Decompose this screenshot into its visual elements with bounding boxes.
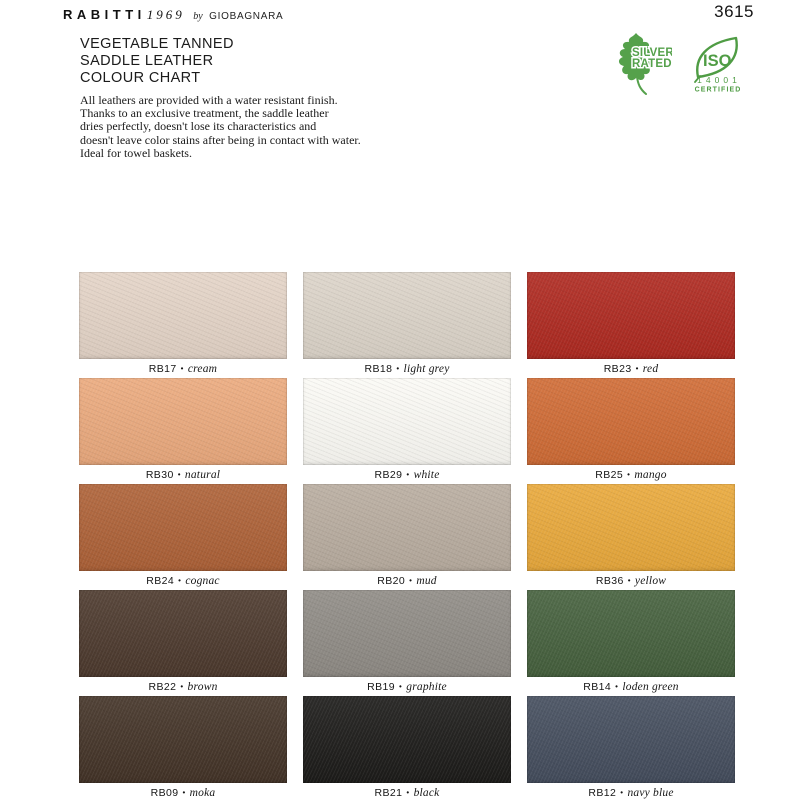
bullet-separator: • bbox=[620, 787, 624, 797]
bullet-separator: • bbox=[627, 575, 631, 585]
swatch-label bbox=[303, 783, 511, 800]
leather-swatch bbox=[79, 378, 287, 465]
leather-swatch bbox=[527, 272, 735, 359]
page-title bbox=[80, 36, 234, 87]
swatch-label bbox=[79, 465, 287, 484]
leather-swatch bbox=[527, 378, 735, 465]
intro-line: doesn't leave color stains after being in contact with water. bbox=[80, 132, 361, 147]
intro-line: Thanks to an exclusive treatment, the saddle leather bbox=[80, 106, 329, 121]
bullet-separator: • bbox=[406, 787, 410, 797]
bullet-separator: • bbox=[396, 363, 400, 373]
swatch-code: RB25 bbox=[595, 468, 624, 481]
swatch-name: navy blue bbox=[627, 786, 674, 799]
swatch-name: graphite bbox=[406, 680, 447, 693]
swatch-cell bbox=[303, 696, 511, 800]
swatch-cell bbox=[79, 272, 287, 378]
swatch-cell bbox=[79, 378, 287, 484]
swatch-name: yellow bbox=[634, 574, 667, 587]
bullet-separator: • bbox=[409, 575, 413, 585]
title-line-3: COLOUR CHART bbox=[80, 70, 201, 86]
swatch-cell bbox=[303, 378, 511, 484]
iso-14001-badge bbox=[691, 36, 743, 97]
swatch-label bbox=[527, 359, 735, 378]
leather-swatch bbox=[79, 272, 287, 359]
swatch-name: white bbox=[413, 468, 440, 481]
bullet-separator: • bbox=[399, 681, 403, 691]
swatch-label bbox=[79, 359, 287, 378]
swatch-code: RB30 bbox=[145, 468, 174, 481]
leather-swatch bbox=[303, 484, 511, 571]
bullet-separator: • bbox=[177, 469, 181, 479]
swatch-code: RB18 bbox=[364, 362, 393, 375]
swatch-name: cream bbox=[187, 362, 218, 375]
brand-by-label: by bbox=[193, 11, 203, 22]
iso-leaf-icon bbox=[691, 36, 743, 92]
iso-label: ISO bbox=[703, 52, 732, 70]
swatch-label bbox=[303, 359, 511, 378]
swatch-code: RB23 bbox=[603, 362, 632, 375]
swatch-code: RB22 bbox=[148, 680, 177, 693]
iso-certified-label: CERTIFIED bbox=[694, 86, 742, 92]
swatch-cell bbox=[527, 590, 735, 696]
rated-label: RATED bbox=[632, 58, 672, 70]
iso-number: 14001 bbox=[697, 75, 741, 85]
leather-swatch bbox=[303, 696, 511, 783]
swatch-name: mango bbox=[634, 468, 667, 481]
brand-name: RABITTI bbox=[63, 7, 146, 22]
swatch-label bbox=[79, 677, 287, 696]
document-number: 3615 bbox=[714, 2, 754, 21]
swatch-code: RB17 bbox=[148, 362, 177, 375]
swatch-label bbox=[527, 677, 735, 696]
silver-label: SILVER bbox=[632, 47, 672, 59]
swatch-label bbox=[303, 677, 511, 696]
leather-swatch bbox=[79, 590, 287, 677]
swatch-label bbox=[303, 465, 511, 484]
swatch-name: brown bbox=[187, 680, 218, 693]
leather-swatch bbox=[303, 590, 511, 677]
bullet-separator: • bbox=[615, 681, 619, 691]
brand-company: GIOBAGNARA bbox=[209, 11, 284, 22]
swatch-cell bbox=[527, 378, 735, 484]
swatch-name: light grey bbox=[403, 362, 450, 375]
swatch-label bbox=[527, 571, 735, 590]
swatch-name: black bbox=[413, 786, 440, 799]
swatch-name: moka bbox=[189, 786, 216, 799]
swatch-code: RB14 bbox=[583, 680, 612, 693]
brand-year: 1969 bbox=[146, 7, 185, 22]
bullet-separator: • bbox=[178, 575, 182, 585]
swatch-code: RB12 bbox=[588, 786, 617, 799]
swatch-cell bbox=[527, 696, 735, 800]
swatch-label bbox=[79, 571, 287, 590]
title-line-2: SADDLE LEATHER bbox=[80, 53, 214, 69]
leather-swatch bbox=[527, 696, 735, 783]
swatch-cell bbox=[303, 484, 511, 590]
swatch-code: RB36 bbox=[595, 574, 624, 587]
silver-rated-badge bbox=[610, 31, 672, 100]
swatch-cell bbox=[527, 272, 735, 378]
intro-paragraph bbox=[80, 94, 361, 160]
intro-line: All leathers are provided with a water resistant finish. bbox=[80, 93, 338, 107]
leather-swatch bbox=[79, 696, 287, 783]
bullet-separator: • bbox=[635, 363, 639, 373]
swatch-cell bbox=[303, 272, 511, 378]
silver-rated-leaf-icon bbox=[610, 31, 672, 95]
bullet-separator: • bbox=[406, 469, 410, 479]
leather-swatch bbox=[303, 272, 511, 359]
leather-swatch bbox=[303, 378, 511, 465]
leather-swatch bbox=[527, 590, 735, 677]
title-line-1: VEGETABLE TANNED bbox=[80, 36, 234, 52]
swatch-cell bbox=[527, 484, 735, 590]
swatch-cell bbox=[79, 590, 287, 696]
intro-line: dries perfectly, doesn't lose its characteristics and bbox=[80, 119, 317, 134]
swatch-code: RB20 bbox=[377, 574, 406, 587]
bullet-separator: • bbox=[180, 681, 184, 691]
swatch-label bbox=[527, 465, 735, 484]
intro-line: Ideal for towel baskets. bbox=[80, 145, 192, 160]
swatch-name: cognac bbox=[185, 574, 220, 587]
swatch-code: RB29 bbox=[374, 468, 403, 481]
swatch-label bbox=[527, 783, 735, 800]
brand-logo bbox=[63, 6, 283, 24]
bullet-separator: • bbox=[182, 787, 186, 797]
swatch-cell bbox=[79, 696, 287, 800]
swatch-name: mud bbox=[416, 574, 437, 587]
swatch-code: RB24 bbox=[146, 574, 175, 587]
swatch-code: RB19 bbox=[367, 680, 396, 693]
swatch-code: RB21 bbox=[374, 786, 403, 799]
leather-swatch bbox=[527, 484, 735, 571]
swatch-name: natural bbox=[184, 468, 221, 481]
swatch-label bbox=[303, 571, 511, 590]
swatch-grid bbox=[79, 272, 735, 800]
swatch-name: loden green bbox=[622, 680, 679, 693]
bullet-separator: • bbox=[627, 469, 631, 479]
swatch-code: RB09 bbox=[150, 786, 179, 799]
bullet-separator: • bbox=[180, 363, 184, 373]
leather-swatch bbox=[79, 484, 287, 571]
swatch-label bbox=[79, 783, 287, 800]
swatch-cell bbox=[79, 484, 287, 590]
swatch-cell bbox=[303, 590, 511, 696]
swatch-name: red bbox=[642, 362, 659, 375]
